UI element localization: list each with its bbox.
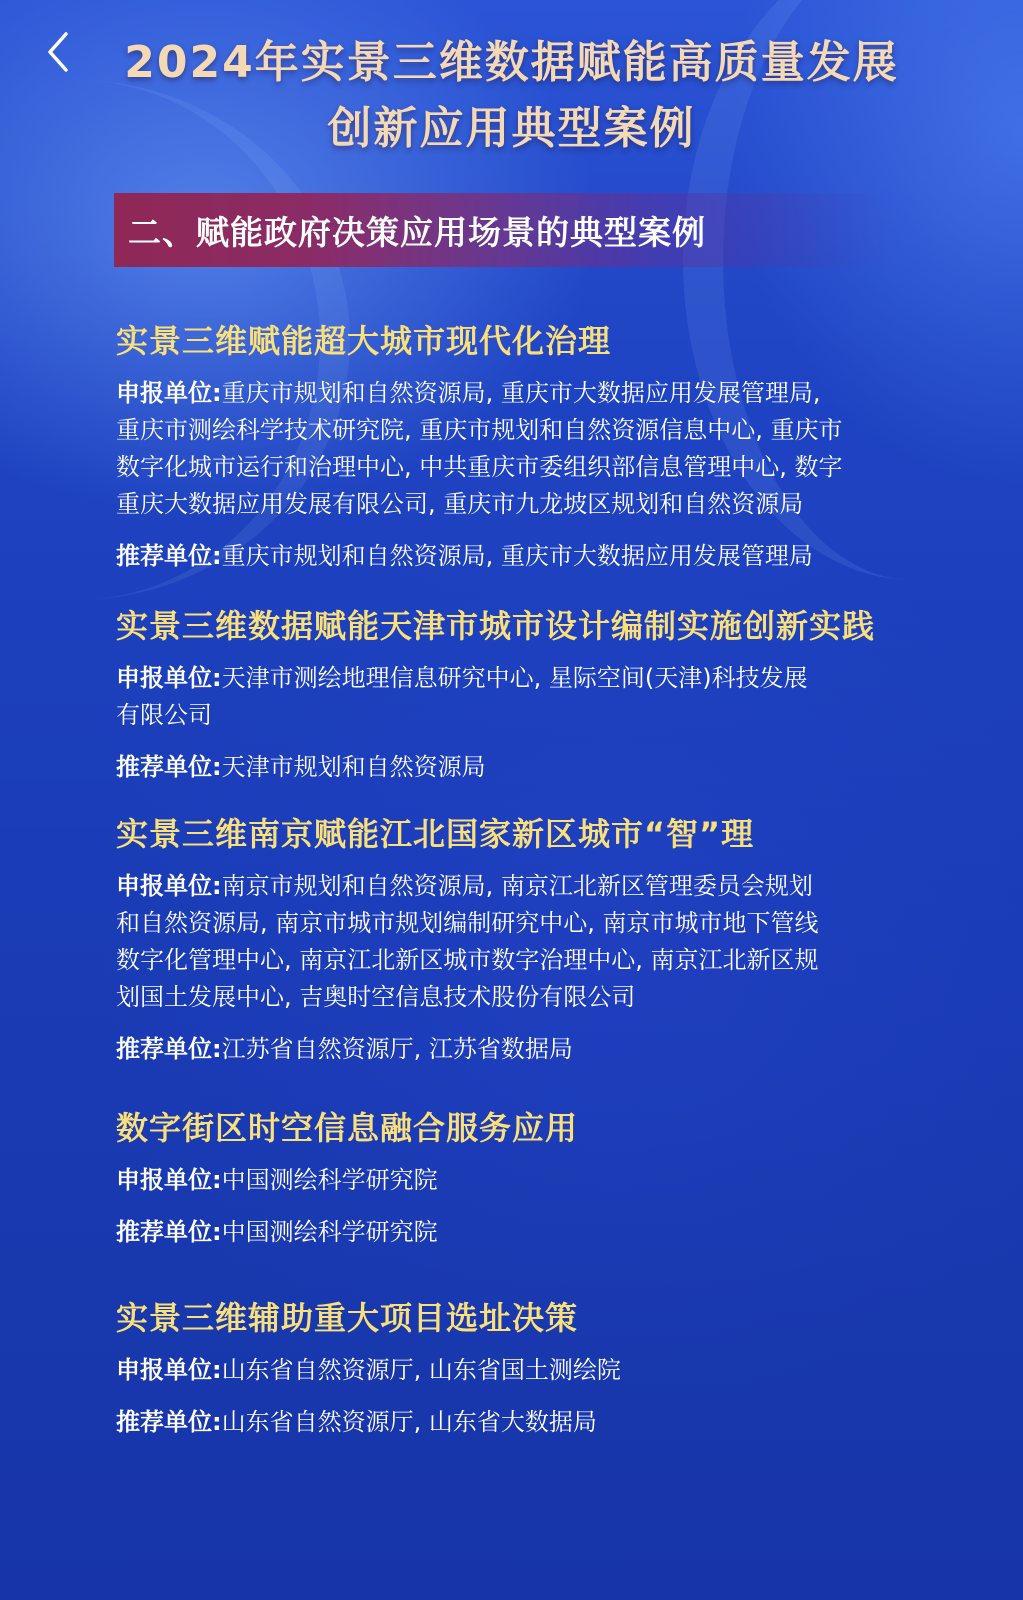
applicant-label: 申报单位: bbox=[116, 1356, 222, 1384]
applicant-field bbox=[116, 1352, 946, 1389]
recommender-value: 天津市规划和自然资源局 bbox=[221, 753, 486, 781]
title-line-2: 创新应用典型案例 bbox=[327, 103, 696, 154]
recommender-field bbox=[116, 538, 946, 575]
applicant-field bbox=[116, 868, 946, 1016]
recommender-field bbox=[116, 1214, 946, 1251]
case-item bbox=[116, 1296, 946, 1441]
recommender-label: 推荐单位: bbox=[116, 1408, 222, 1436]
applicant-label: 申报单位: bbox=[116, 1166, 222, 1194]
case-title: 实景三维赋能超大城市现代化治理 bbox=[116, 322, 612, 360]
applicant-value: 南京市规划和自然资源局, 南京江北新区管理委员会规划 bbox=[221, 872, 813, 900]
applicant-value: 数字化城市运行和治理中心, 中共重庆市委组织部信息管理中心, 数字 bbox=[116, 453, 843, 481]
recommender-value: 中国测绘科学研究院 bbox=[221, 1218, 438, 1246]
recommender-label: 推荐单位: bbox=[116, 1218, 222, 1246]
case-item bbox=[116, 319, 946, 575]
applicant-field bbox=[116, 1162, 946, 1199]
case-item bbox=[116, 604, 946, 786]
case-title: 实景三维辅助重大项目选址决策 bbox=[116, 1299, 579, 1337]
applicant-value: 重庆大数据应用发展有限公司, 重庆市九龙坡区规划和自然资源局 bbox=[116, 490, 804, 518]
recommender-label: 推荐单位: bbox=[116, 542, 222, 570]
section-heading: 二、赋能政府决策应用场景的典型案例 bbox=[128, 212, 706, 252]
applicant-value: 山东省自然资源厅, 山东省国土测绘院 bbox=[221, 1356, 621, 1384]
applicant-field bbox=[116, 660, 946, 734]
recommender-value: 江苏省自然资源厅, 江苏省数据局 bbox=[221, 1035, 573, 1063]
applicant-value: 重庆市规划和自然资源局, 重庆市大数据应用发展管理局, bbox=[221, 379, 821, 407]
page-title bbox=[0, 30, 1023, 162]
recommender-field bbox=[116, 1404, 946, 1441]
applicant-field bbox=[116, 375, 946, 523]
case-item bbox=[116, 812, 946, 1068]
recommender-label: 推荐单位: bbox=[116, 1035, 222, 1063]
applicant-value: 数字化管理中心, 南京江北新区城市数字治理中心, 南京江北新区规 bbox=[116, 946, 819, 974]
case-item bbox=[116, 1106, 946, 1251]
applicant-value: 重庆市测绘科学技术研究院, 重庆市规划和自然资源信息中心, 重庆市 bbox=[116, 416, 843, 444]
applicant-label: 申报单位: bbox=[116, 379, 222, 407]
case-title: 实景三维数据赋能天津市城市设计编制实施创新实践 bbox=[116, 607, 876, 645]
applicant-value: 有限公司 bbox=[116, 701, 212, 729]
applicant-value: 中国测绘科学研究院 bbox=[221, 1166, 438, 1194]
applicant-label: 申报单位: bbox=[116, 664, 222, 692]
applicant-value: 天津市测绘地理信息研究中心, 星际空间(天津)科技发展 bbox=[221, 664, 808, 692]
case-title: 数字街区时空信息融合服务应用 bbox=[116, 1109, 579, 1147]
recommender-label: 推荐单位: bbox=[116, 753, 222, 781]
recommender-field bbox=[116, 749, 946, 786]
recommender-value: 山东省自然资源厅, 山东省大数据局 bbox=[221, 1408, 597, 1436]
applicant-value: 划国土发展中心, 吉奥时空信息技术股份有限公司 bbox=[116, 983, 636, 1011]
case-title: 实景三维南京赋能江北国家新区城市“智”理 bbox=[116, 815, 755, 853]
recommender-field bbox=[116, 1031, 946, 1068]
applicant-label: 申报单位: bbox=[116, 872, 222, 900]
title-line-1: 2024年实景三维数据赋能高质量发展 bbox=[124, 37, 899, 88]
recommender-value: 重庆市规划和自然资源局, 重庆市大数据应用发展管理局 bbox=[221, 542, 813, 570]
applicant-value: 和自然资源局, 南京市城市规划编制研究中心, 南京市城市地下管线 bbox=[116, 909, 819, 937]
section-banner bbox=[114, 193, 894, 267]
